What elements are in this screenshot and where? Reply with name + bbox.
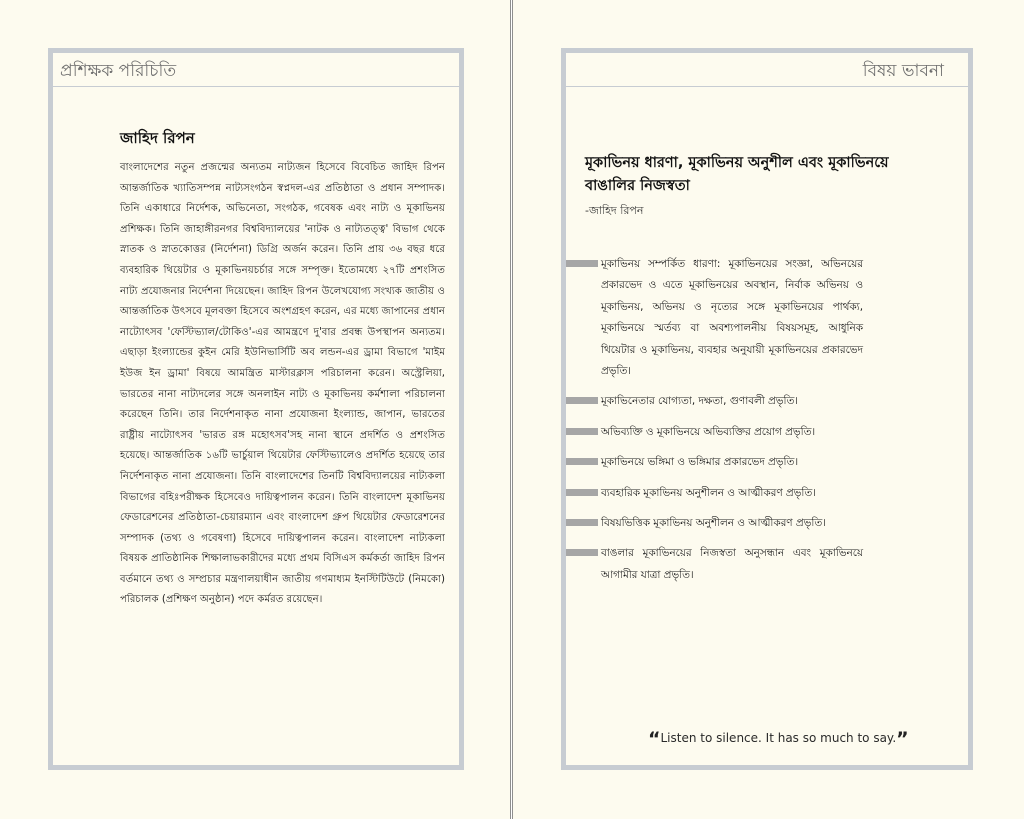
topic-text: ব্যবহারিক মূকাভিনয় অনুশীলন ও আত্মীকরণ প্রভৃতি।: [601, 486, 816, 499]
bullet-bar-icon: [566, 458, 598, 465]
title-divider: [53, 86, 459, 87]
section-title-trainer-intro: প্রশিক্ষক পরিচিতি: [60, 61, 177, 81]
section-title-topic-thoughts: বিষয় ভাবনা: [862, 61, 944, 81]
topic-item: [566, 422, 866, 443]
closing-quote: [648, 728, 909, 750]
topic-text: বিষয়ভিত্তিক মূকাভিনয় অনুশীলন ও আত্মীকরণ প্রভৃতি।: [601, 517, 826, 530]
topic-item: [566, 543, 866, 586]
trainer-name: জাহিদ রিপন: [120, 129, 195, 147]
trainer-bio: [120, 127, 445, 611]
bullet-bar-icon: [566, 519, 598, 526]
topic-item: [566, 254, 866, 382]
essay-title: মূকাভিনয় ধারণা, মূকাভিনয় অনুশীল এবং মূকাভিনয়ে বাঙালির নিজস্বতা: [585, 155, 889, 194]
bullet-bar-icon: [566, 549, 598, 556]
bullet-bar-icon: [566, 397, 598, 404]
topic-item: [566, 391, 866, 412]
bullet-bar-icon: [566, 260, 598, 267]
left-page: [0, 0, 511, 819]
essay-author: -জাহিদ রিপন: [585, 204, 644, 217]
bullet-bar-icon: [566, 489, 598, 496]
topic-item: [566, 513, 866, 534]
quote-text: Listen to silence. It has so much to say.: [660, 731, 897, 745]
topic-item: [566, 483, 866, 504]
topic-text: মূকাভিনেতার যোগ্যতা, দক্ষতা, গুণাবলী প্রভৃতি।: [601, 395, 799, 408]
topic-text: মূকাভিনয় সম্পর্কিত ধারণা: মূকাভিনয়ের সংজ্ঞা, অভিনয়ের প্রকারভেদ ও এতে মূকাভিনয়ের অবস্থান, নির্বাক অভিনয় ও মূকাভিনয়, অভিনয় ও নৃত্যের সঙ্গে মূকাভিনয়ের পার্থক্য, মূকাভিনয়ে স্মর্তব্য বা অবশ্যপালনীয় বিষয়সমূহ, আধুনিক থিয়েটার ও মূকাভিনয়, ব্যবহার অনুযায়ী মূকাভিনয়ের প্রকারভেদ প্রভৃতি।: [601, 258, 863, 378]
open-quote-mark: “: [648, 728, 661, 750]
topic-list: [566, 254, 866, 595]
close-quote-mark: ”: [896, 728, 909, 750]
topic-text: মূকাভিনয়ে ভঙ্গিমা ও ভঙ্গিমার প্রকারভেদ প্রভৃতি।: [601, 456, 799, 469]
bullet-bar-icon: [566, 428, 598, 435]
title-divider: [566, 86, 968, 87]
topic-text: বাঙলার মূকাভিনয়ের নিজস্বতা অনুসন্ধান এবং মূকাভিনয়ে আগামীর যাত্রা প্রভৃতি।: [601, 547, 863, 581]
topic-text: অভিব্যক্তি ও মূকাভিনয়ে অভিব্যক্তির প্রয়োগ প্রভৃতি।: [601, 425, 816, 438]
topic-item: [566, 452, 866, 473]
trainer-bio-text: বাংলাদেশের নতুন প্রজন্মের অন্যতম নাট্যজন হিসেবে বিবেচিত জাহিদ রিপন আন্তর্জাতিক খ্যাতিসম্পন্ন নাট্যসংগঠন স্বপ্নদল-এর প্রতিষ্ঠাতা ও প্রধান সম্পাদক। তিনি একাধারে নির্দেশক, অভিনেতা, সংগঠক, গবেষক এবং নাট্য ও মূকাভিনয় প্রশিক্ষক। তিনি জাহাঙ্গীরনগর বিশ্ববিদ্যালয়ের 'নাটক ও নাট্যতত্ত্ব' বিভাগ থেকে স্নাতক ও স্নাতকোত্তর (নির্দেশনা) ডিগ্রি অর্জন করেন। তিনি প্রায় ৩৬ বছর ধরে ব্যবহারিক থিয়েটার ও মূকাভিনয়চর্চার সঙ্গে সম্পৃক্ত। ইতোমধ্যে ২৭টি প্রশংসিত নাট্য প্রযোজনার নির্দেশনা দিয়েছেন। জাহিদ রিপন উলেখযোগ্য সংখ্যক জাতীয় ও আন্তর্জাতিক উৎসবে মূলবক্তা হিসেবে অংশগ্রহণ করেন, এর মধ্যে জাপানের প্রধান নাট্যোৎসব 'ফেস্টিভ্যাল/টোকিও'-এর আমন্ত্রণে দু'বার প্রবন্ধ উপস্থাপন অন্যতম। এছাড়া ইংল্যান্ডের কুইন মেরি ইউনিভার্সিটি অব লন্ডন-এর ড্রামা বিভাগে 'মাইম ইউজ ইন ড্রামা' বিষয়ে আমন্ত্রিত মাস্টারক্লাস পরিচালনা করেন। অস্ট্রেলিয়া, ভারতের নানা নাট্যদলের সঙ্গে অনলাইন নাট্য ও মূকাভিনয় কর্মশালা পরিচালনা করেছেন তিনি। তার নির্দেশনাকৃত নানা প্রযোজনা ইংল্যান্ড, জাপান, ভারতের রাষ্ট্রীয় নাট্যোৎসব 'ভারত রঙ্গ মহোৎসব'সহ নানা স্থানে প্রদর্শিত ও প্রশংসিত হয়েছে। আন্তর্জাতিক ১৬টি ভার্চুয়াল থিয়েটার ফেস্টিভ্যালেও প্রদর্শিত হয়েছে তার নির্দেশনাকৃত নানা প্রযোজনা। তিনি বাংলাদেশের তিনটি বিশ্ববিদ্যালয়ের নাট্যকলা বিভাগের বহিঃপরীক্ষক হিসেবেও দায়িত্বপালন করেন। তিনি বাংলাদেশ মূকাভিনয় ফেডারেশনের প্রতিষ্ঠাতা-চেয়ারম্যান এবং বাংলাদেশ গ্রুপ থিয়েটার ফেডারেশনের সম্পাদক (তথ্য ও গবেষণা) হিসেবে দায়িত্বপালন করেন। বাংলাদেশ নাট্যকলা বিষয়ক প্রাতিষ্ঠানিক শিক্ষালাভকারীদের মধ্যে প্রথম বিসিএস কর্মকর্তা জাহিদ রিপন বর্তমানে তথ্য ও সম্প্রচার মন্ত্রণালয়াধীন জাতীয় গণমাধ্যম ইনস্টিটিউটে (নিমকো) পরিচালক (প্রশিক্ষণ অনুষ্ঠান) পদে কর্মরত রয়েছেন।: [120, 162, 445, 606]
